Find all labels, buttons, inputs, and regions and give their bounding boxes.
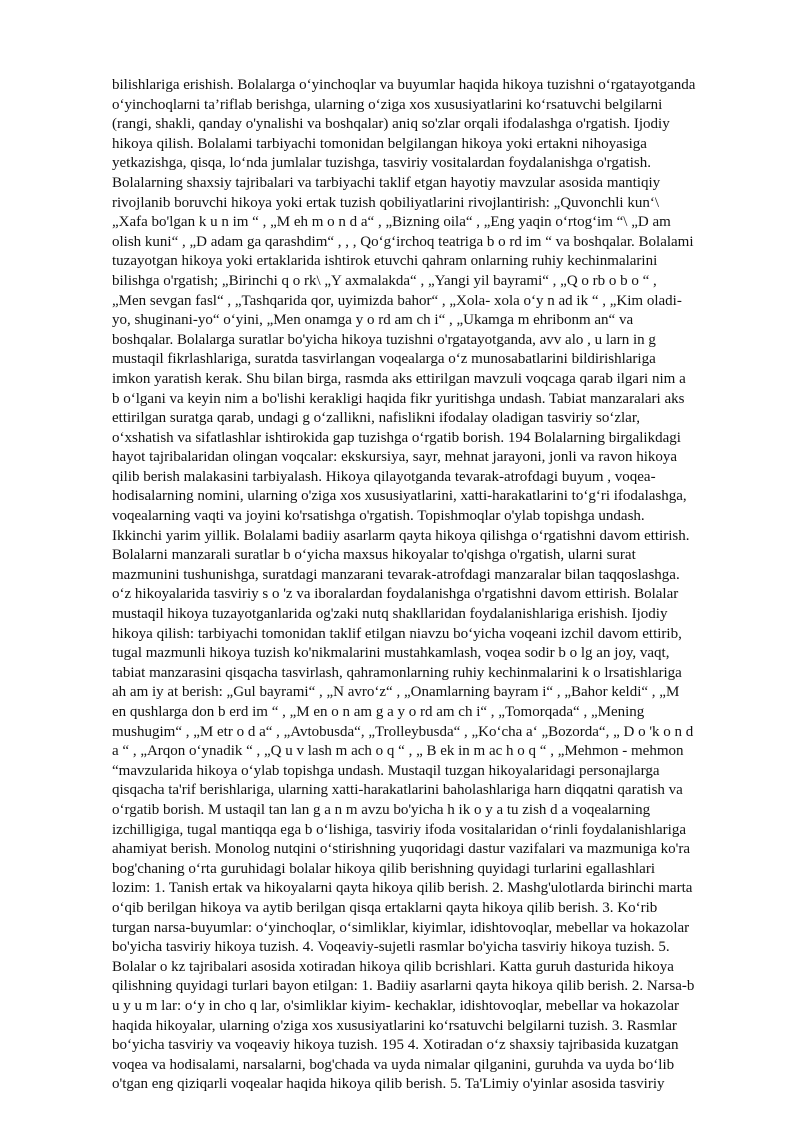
text-line: voqea va hodisalami, narsalarni, bog'chada va uyda nimalar qilganini, guruhda va uyda bo‘lib bbox=[112, 1056, 675, 1073]
text-line: haqida hikoyalar, ularning o'ziga xos xususiyatlarini ko‘rsatuvchi belgilarni tuzish. 3. Rasmlar bbox=[112, 1017, 677, 1034]
text-line: „Men sevgan fasl“ , „Tashqarida qor, uyimizda bahor“ , „Xola- xola o‘y n ad ik “ , „Kim oladi- bbox=[112, 292, 682, 309]
text-line: rivojlanib boruvchi hikoya yoki ertak tuzish qobiliyatlarini rivojlantirish: „Quvonchli kun‘\ bbox=[112, 194, 659, 211]
text-line: en qushlarga don b erd im “ , „M en o n am g a y o rd am ch i“ , „Tomorqada“ , „Mening bbox=[112, 704, 645, 720]
text-line: tugal mazmunli hikoya tuzish ko'nikmalarini mustahkamlash, voqea sodir b o lg an joy, vaqt, bbox=[112, 645, 670, 662]
text-line: Bolalar o kz tajribalari asosida xotiradan hikoya qilib bcrishlari. Katta guruh dasturida hikoya bbox=[112, 958, 674, 975]
text-line: mustaqil fikrlashlariga, suratda tasvirlangan voqealarga o‘z munosabatlarini bildirishlariga bbox=[112, 351, 656, 368]
text-line: bilishga o'rgatish; „Birinchi q o rk\ „Y axmalakda“ , „Yangi yil bayrami“ , „Q o rb o b o “ , bbox=[112, 272, 657, 289]
text-line: turgan narsa-buyumlar: o‘yinchoqlar, o‘simliklar, kiyimlar, idishtovoqlar, mebellar va hokazolar bbox=[112, 919, 690, 936]
text-line: „Xafa bo'lgan k u n im “ , „M eh m o n d a“ , „Bizning oila“ , „Eng yaqin o‘rtog‘im “\ „D am bbox=[112, 214, 671, 231]
text-line: boshqalar. Bolalarga suratlar bo'yicha hikoya tuzishni o'rgatayotganda, avv alo , u larn in g bbox=[112, 331, 656, 348]
text-line: bo‘yicha tasviriy va voqeaviy hikoya tuzish. 195 4. Xotiradan o‘z shaxsiy tajribasida kuzatgan bbox=[112, 1037, 679, 1054]
text-line: voqealarning vaqti va joyini ko'rsatishga o'rgatish. Topishmoqlar o'ylab topishga undash. bbox=[112, 508, 645, 525]
text-line: yetkazishga, qisqa, lo‘nda jumlalar tuzishga, tasviriy vositalardan foydalanishga o'rgatish. bbox=[112, 155, 651, 172]
text-line: o‘yinchoqlarni ta’riflab berishga, ularning o‘ziga xos xususiyatlarini ko‘rsatuvchi belgilarni bbox=[112, 96, 663, 113]
text-line: olish kuni“ , „D adam ga qarashdim“ , , , Qo‘g‘irchoq teatriga b o rd im “ va boshqalar. Bolalami bbox=[112, 233, 694, 250]
text-line: Ikkinchi yarim yillik. Bolalami badiiy asarlarm qayta hikoya qilishga o‘rgatishni davom ettirish. bbox=[112, 527, 690, 544]
text-line: tuzayotgan hikoya yoki ertaklarida ishtirok etuvchi qahram onlarning ruhiy kechinmalarini bbox=[112, 253, 658, 270]
text-line: ahamiyat berish. Monolog nutqini o‘stirishning yuqoridagi dastur vazifalari va mazmuniga ko'ra bbox=[112, 841, 690, 858]
text-line: hodisalarning nomini, ularning o'ziga xos xususiyatlarini, xatti-harakatlarini to‘g‘ri ifodalashga, bbox=[112, 488, 687, 505]
text-line: o'tgan eng qiziqarli voqealar haqida hikoya qilib berish. 5. Ta'Limiy o'yinlar asosida tasviriy bbox=[112, 1076, 665, 1093]
text-line: Bolalarni manzarali suratlar b o‘yicha maxsus hikoyalar to'qishga o'rgatish, ularni surat bbox=[112, 547, 636, 564]
text-line: “mavzularida hikoya o‘ylab topishga undash. Mustaqil tuzgan hikoyalaridagi personajlarga bbox=[112, 762, 660, 779]
text-line: bo'yicha tasviriy hikoya tuzish. 4. Voqeaviy-sujetli rasmlar bo'yicha tasviriy hikoya tuzish. 5. bbox=[112, 939, 670, 956]
text-line: mushugim“ , „M etr o d a“ , „Avtobusda“, „Trolleybusda“ , „Ko‘cha a‘ „Bozorda“, „ D o 'k o n d bbox=[112, 723, 694, 740]
text-line: bog'chaning o‘rta guruhidagi bolalar hikoya qilib berishning quyidagi turlarini egallashlari bbox=[112, 860, 655, 877]
text-line: qilib berish malakasini tarbiyalash. Hikoya qilayotganda tevarak-atrofdagi buyum , voqea- bbox=[112, 468, 656, 485]
text-line: o‘qib berilgan hikoya va aytib berilgan qisqa ertaklarni qayta hikoya qilib berish. 3. Ko‘rib bbox=[112, 899, 658, 916]
text-line: (rangi, shakli, qanday o'ynalishi va boshqalar) aniq so'zlar orqali ifodalashga o'rgatish. Ijodiy bbox=[112, 116, 670, 133]
text-line: a “ , „Arqon o‘ynadik “ , „Q u v lash m ach o q “ , „ B ek in m ac h o q “ , „Mehmon - mehmon bbox=[112, 743, 684, 760]
text-line: hikoya qilish. Bolalami tarbiyachi tomonidan belgilangan hikoya yoki ertakni nihoyasiga bbox=[112, 135, 647, 152]
text-line: mazmunini tushunishga, suratdagi manzarani tevarak-atrofdagi manzaralar bilan taqqoslashga. bbox=[112, 566, 680, 583]
text-line: b o‘lgani va keyin nim a bo'lishi kerakligi haqida fikr yuritishga undash. Tabiat manzaralari aks bbox=[112, 390, 685, 407]
text-line: yo, shuginani-yo“ o‘yini, „Men onamga y o rd am ch i“ , „Ukamga m ehribonm an“ va bbox=[112, 312, 634, 329]
text-line: qisqacha ta'rif berishlariga, ularning xatti-harakatlarini baholashlariga harn diqqatni qaratish va bbox=[112, 782, 683, 799]
document-body bbox=[112, 76, 745, 1095]
text-line: Bolalarning shaxsiy tajribalari va tarbiyachi taklif etgan hayotiy mavzular asosida mantiqiy bbox=[112, 174, 661, 191]
text-line: lozim: 1. Tanish ertak va hikoyalarni qayta hikoya qilib berish. 2. Mashg'ulotlarda birinchi marta bbox=[112, 880, 693, 897]
text-line: ettirilgan suratga qarab, undagi g o‘zallikni, nafislikni ifodalay oladigan tasviriy so‘zlar, bbox=[112, 410, 640, 427]
text-line: ah am iy at berish: „Gul bayrami“ , „N avro‘z“ , „Onamlarning bayram i“ , „Bahor keldi“ , „M bbox=[112, 684, 680, 701]
text-line: hayot tajribalaridan olingan voqcalar: ekskursiya, sayr, mehnat jarayoni, jonli va ravon hikoya bbox=[112, 449, 678, 466]
text-line: o‘z hikoyalarida tasviriy s o 'z va iboralardan foydalanishga o'rgatishni davom ettirish. Bolalar bbox=[112, 586, 679, 603]
text-line: imkon yaratish kerak. Shu bilan birga, rasmda aks ettirilgan mavzuli voqcaga qarab ilgari nim a bbox=[112, 370, 686, 387]
text-line: o‘xshatish va sifatlashlar ishtirokida gap tuzishga o‘rgatib borish. 194 Bolalarning birgalikdagi bbox=[112, 429, 681, 446]
text-line: qilishning quyidagi turlari bayon etilgan: 1. Badiiy asarlarni qayta hikoya qilib berish. 2. Narsa-b bbox=[112, 978, 695, 995]
text-line: tabiat manzarasini qisqacha tasvirlash, qahramonlarning ruhiy kechinmalarini k o lrsatishlariga bbox=[112, 664, 682, 681]
text-line: o‘rgatib borish. M ustaqil tan lan g a n m avzu bo'yicha h ik o y a tu zish d a voqealarning bbox=[112, 801, 651, 818]
text-line: izchilligiga, tugal mantiqqa ega b o‘lishiga, tasviriy ifoda vositalaridan o‘rinli foydalanishlariga bbox=[112, 821, 687, 838]
text-line: u y u m lar: o‘y in cho q lar, o'simliklar kiyim- kechaklar, idishtovoqlar, mebellar va hokazolar bbox=[112, 997, 679, 1014]
text-line: bilishlariga erishish. Bolalarga o‘yinchoqlar va buyumlar haqida hikoya tuzishni o‘rgatayotganda bbox=[112, 77, 696, 93]
text-line: hikoya qilish: tarbiyachi tomonidan taklif etilgan niavzu bo‘yicha voqeani izchil davom ettirib, bbox=[112, 625, 682, 642]
text-line: mustaqil hikoya tuzayotganlarida og'zaki nutq shakllaridan foydalanishlariga erishish. Ijodiy bbox=[112, 606, 668, 623]
